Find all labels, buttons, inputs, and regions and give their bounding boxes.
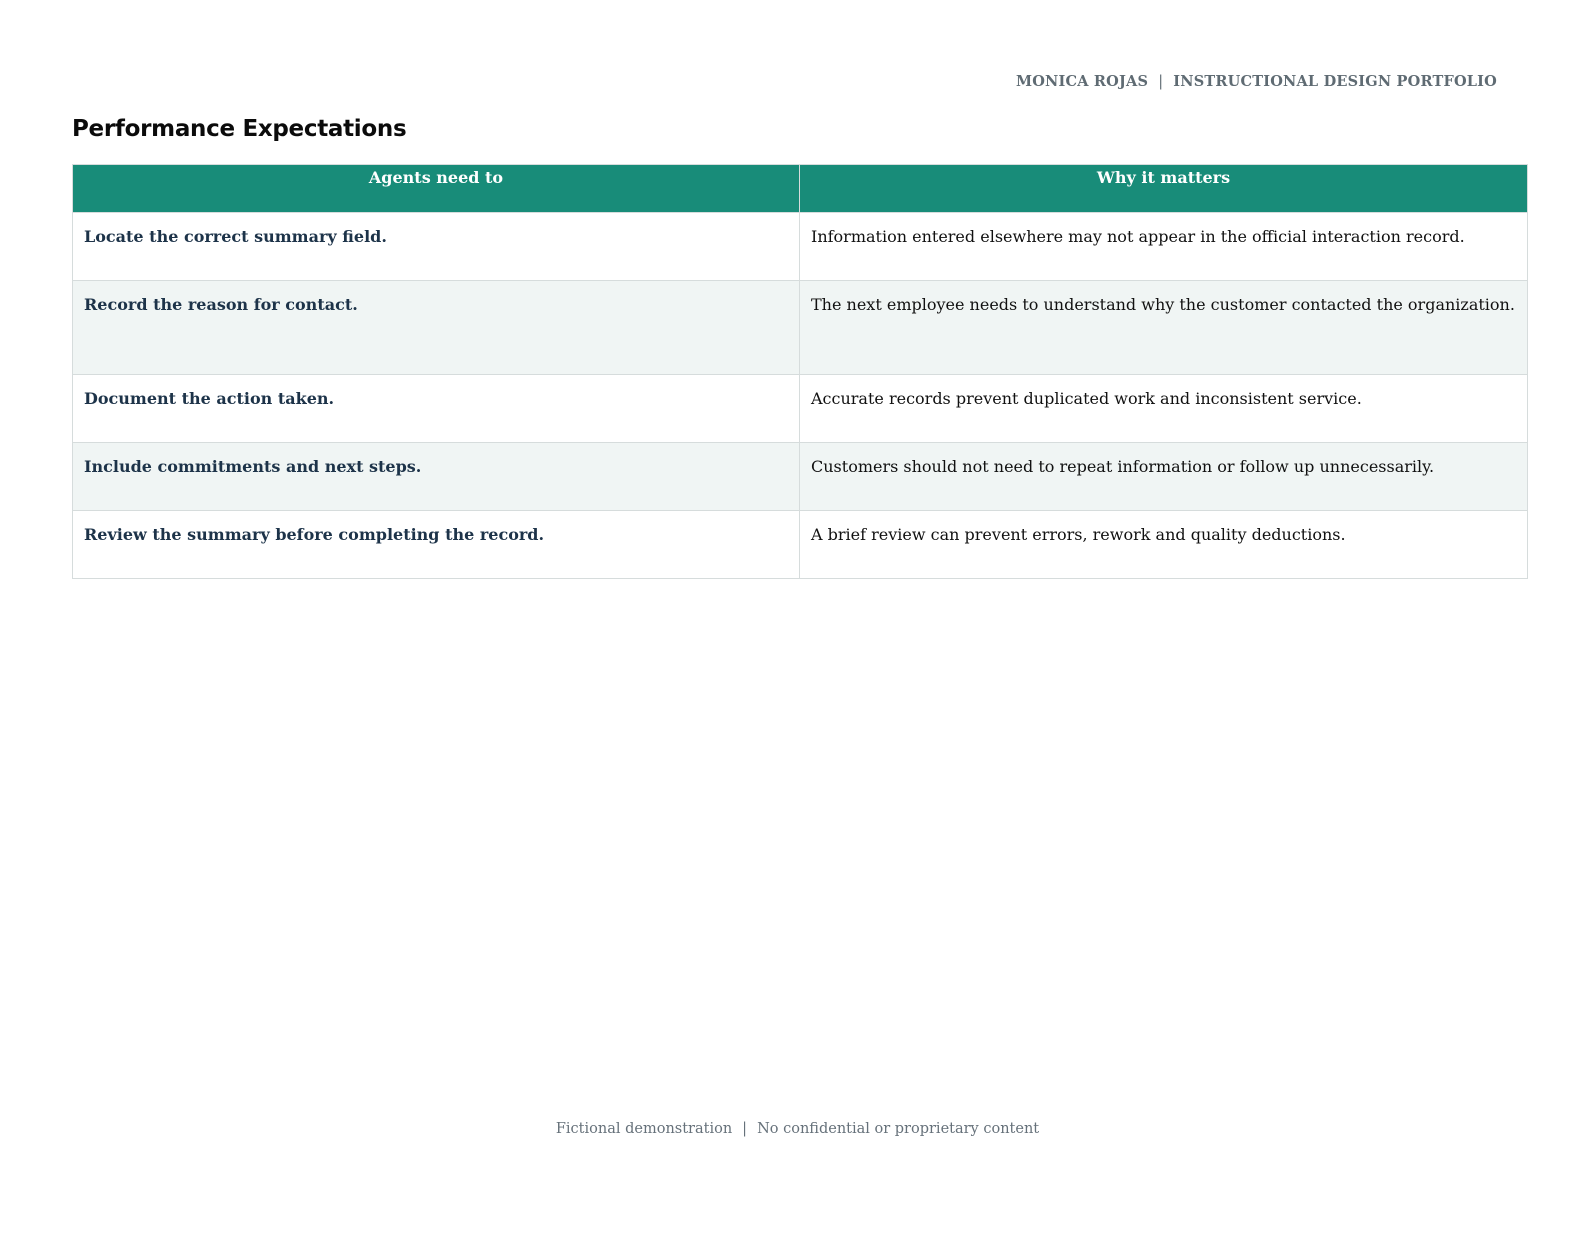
column-header-why-it-matters: Why it matters [800,165,1528,213]
footer-separator: | [742,1121,748,1137]
reason-cell: The next employee needs to understand why the customer contacted the organization. [800,281,1528,375]
table-row [73,375,1528,443]
page-title: Performance Expectations [72,116,407,142]
table-row [73,443,1528,511]
author-name: MONICA ROJAS [1015,73,1149,90]
header-separator: | [1158,74,1164,90]
action-cell: Include commitments and next steps. [73,443,800,511]
table-row [73,511,1528,579]
action-cell: Locate the correct summary field. [73,213,800,281]
column-header-agents-need-to: Agents need to [73,165,800,213]
reason-cell: A brief review can prevent errors, rework and quality deductions. [800,511,1528,579]
performance-expectations-table [72,164,1528,579]
table-header-row [73,165,1528,213]
reason-cell: Customers should not need to repeat information or follow up unnecessarily. [800,443,1528,511]
portfolio-label: INSTRUCTIONAL DESIGN PORTFOLIO [1173,73,1497,90]
running-header [1016,73,1497,90]
reason-cell: Information entered elsewhere may not appear in the official interaction record. [800,213,1528,281]
table-row [73,281,1528,375]
footer-disclaimer-right: No confidential or proprietary content [757,1121,1040,1137]
footer-disclaimer-left: Fictional demonstration [555,1121,733,1137]
reason-cell: Accurate records prevent duplicated work and inconsistent service. [800,375,1528,443]
action-cell: Document the action taken. [73,375,800,443]
table-row [73,213,1528,281]
action-cell: Record the reason for contact. [73,281,800,375]
running-footer [0,1121,1595,1137]
action-cell: Review the summary before completing the record. [73,511,800,579]
